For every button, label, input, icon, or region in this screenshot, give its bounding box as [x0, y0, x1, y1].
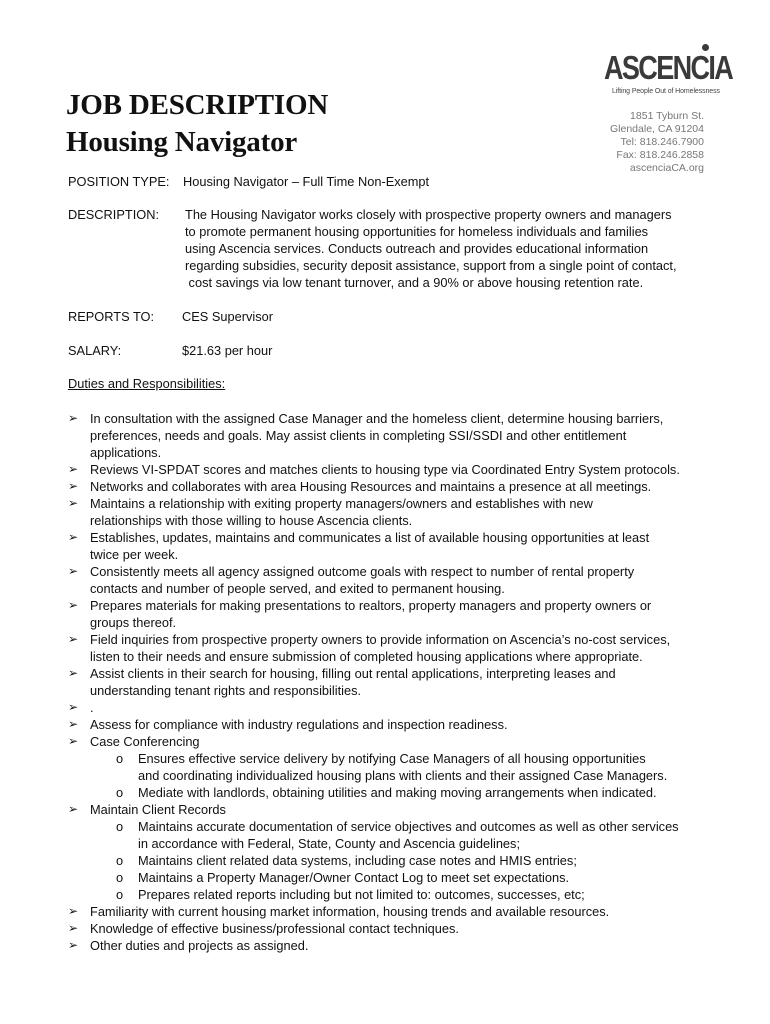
circle-bullet-icon: o: [116, 870, 124, 885]
duty-line: In consultation with the assigned Case Manager and the homeless client, determine housing barriers,: [90, 411, 664, 426]
address-fax: Fax: 818.246.2858: [616, 149, 704, 161]
duty-item: [68, 801, 708, 818]
arrow-bullet-icon: ➢: [68, 717, 79, 731]
circle-bullet-icon: o: [116, 785, 124, 800]
duty-line: Assess for compliance with industry regulations and inspection readiness.: [90, 717, 508, 732]
duty-subline: Maintains client related data systems, including case notes and HMIS entries;: [138, 853, 577, 868]
duty-subline: Prepares related reports including but not limited to: outcomes, successes, etc;: [138, 887, 585, 902]
duty-item: [68, 461, 708, 478]
duty-item: [68, 597, 708, 631]
duty-line: Consistently meets all agency assigned outcome goals with respect to number of rental property: [90, 564, 635, 579]
arrow-bullet-icon: ➢: [68, 921, 79, 935]
duty-subitem: [68, 886, 708, 903]
duty-subitem: [68, 750, 708, 784]
circle-bullet-icon: o: [116, 819, 124, 834]
duty-item: [68, 733, 708, 750]
duty-item: [68, 495, 708, 529]
reports-to-label: REPORTS TO:: [68, 309, 155, 324]
duty-line: applications.: [90, 445, 162, 460]
duty-subline: in accordance with Federal, State, County and Ascencia guidelines;: [138, 836, 521, 851]
duty-subline: Ensures effective service delivery by notifying Case Managers of all housing opportunities: [138, 751, 646, 766]
duty-line: Establishes, updates, maintains and communicates a list of available housing opportunities at least: [90, 530, 650, 545]
arrow-bullet-icon: ➢: [68, 802, 79, 816]
description-label: DESCRIPTION:: [68, 207, 160, 222]
duty-line: Maintain Client Records: [90, 802, 226, 817]
circle-bullet-icon: o: [116, 751, 124, 766]
duty-line: listen to their needs and ensure submission of completed housing applications where appropriate.: [90, 649, 643, 664]
address-phone: Tel: 818.246.7900: [620, 136, 704, 148]
duty-item: [68, 563, 708, 597]
duty-line: Assist clients in their search for housing, filling out rental applications, interpreting leases and: [90, 666, 616, 681]
duty-subitem: [68, 784, 708, 801]
address-block: [610, 110, 704, 175]
duty-line: relationships with those willing to house Ascencia clients.: [90, 513, 413, 528]
logo-wordmark: ASCENCIA: [604, 49, 733, 86]
duty-item: [68, 665, 708, 699]
arrow-bullet-icon: ➢: [68, 700, 79, 714]
duties-list: [68, 410, 708, 954]
address-city: Glendale, CA 91204: [610, 123, 704, 135]
duty-item: [68, 699, 708, 716]
salary-label: SALARY:: [68, 343, 122, 358]
circle-bullet-icon: o: [116, 853, 124, 868]
logo-tagline: Lifting People Out of Homelessness: [612, 88, 720, 95]
duty-line: preferences, needs and goals. May assist clients in completing SSI/SSDI and other entitlement: [90, 428, 627, 443]
duty-subitem: [68, 852, 708, 869]
description-line: cost savings via low tenant turnover, and a 90% or above housing retention rate.: [185, 275, 644, 290]
duty-line: groups thereof.: [90, 615, 177, 630]
arrow-bullet-icon: ➢: [68, 632, 79, 646]
duty-subline: and coordinating individualized housing plans with clients and their assigned Case Managers.: [138, 768, 668, 783]
arrow-bullet-icon: ➢: [68, 904, 79, 918]
description-line: The Housing Navigator works closely with prospective property owners and managers: [185, 207, 672, 222]
duty-item: [68, 478, 708, 495]
duty-item: [68, 716, 708, 733]
duty-subline: Mediate with landlords, obtaining utilities and making moving arrangements when indicated.: [138, 785, 657, 800]
duty-item: [68, 920, 708, 937]
duty-line: Case Conferencing: [90, 734, 200, 749]
duty-line: Maintains a relationship with exiting property managers/owners and establishes with new: [90, 496, 593, 511]
position-type-label: POSITION TYPE:: [68, 174, 170, 189]
duty-line: Other duties and projects as assigned.: [90, 938, 309, 953]
duty-line: Prepares materials for making presentations to realtors, property managers and property owners or: [90, 598, 652, 613]
duty-line: Networks and collaborates with area Housing Resources and maintains a presence at all meetings.: [90, 479, 652, 494]
arrow-bullet-icon: ➢: [68, 462, 79, 476]
duty-line: Familiarity with current housing market information, housing trends and available resources.: [90, 904, 610, 919]
duty-subitem: [68, 818, 708, 852]
circle-bullet-icon: o: [116, 887, 124, 902]
arrow-bullet-icon: ➢: [68, 411, 79, 425]
duty-subitem: [68, 869, 708, 886]
description-text: [185, 206, 710, 291]
ascencia-logo: [598, 40, 738, 102]
address-website: ascenciaCA.org: [629, 162, 704, 174]
duty-line: Knowledge of effective business/professional contact techniques.: [90, 921, 459, 936]
arrow-bullet-icon: ➢: [68, 479, 79, 493]
duty-line: Field inquiries from prospective property owners to provide information on Ascencia’s no-cost services,: [90, 632, 671, 647]
duty-line: Reviews VI-SPDAT scores and matches clients to housing type via Coordinated Entry System protocols.: [90, 462, 680, 477]
arrow-bullet-icon: ➢: [68, 666, 79, 680]
duty-line: .: [90, 700, 94, 715]
arrow-bullet-icon: ➢: [68, 734, 79, 748]
description-line: to promote permanent housing opportunities for homeless individuals and families: [185, 224, 649, 239]
arrow-bullet-icon: ➢: [68, 496, 79, 510]
duty-item: [68, 410, 708, 461]
duty-subline: Maintains accurate documentation of service objectives and outcomes as well as other services: [138, 819, 679, 834]
duty-item: [68, 903, 708, 920]
duty-line: understanding tenant rights and responsibilities.: [90, 683, 362, 698]
address-street: 1851 Tyburn St.: [630, 110, 704, 122]
description-line: using Ascencia services. Conducts outreach and provides educational information: [185, 241, 649, 256]
duty-line: contacts and number of people served, and exited to permanent housing.: [90, 581, 505, 596]
duty-subline: Maintains a Property Manager/Owner Contact Log to meet set expectations.: [138, 870, 570, 885]
arrow-bullet-icon: ➢: [68, 938, 79, 952]
duty-item: [68, 631, 708, 665]
document-title: JOB DESCRIPTION: [66, 89, 329, 121]
arrow-bullet-icon: ➢: [68, 598, 79, 612]
salary-value: $21.63 per hour: [182, 343, 273, 358]
position-type-value: Housing Navigator – Full Time Non-Exempt: [183, 174, 430, 189]
arrow-bullet-icon: ➢: [68, 564, 79, 578]
reports-to-value: CES Supervisor: [182, 309, 274, 324]
arrow-bullet-icon: ➢: [68, 530, 79, 544]
position-title: Housing Navigator: [66, 126, 298, 158]
duty-item: [68, 937, 708, 954]
duty-line: twice per week.: [90, 547, 179, 562]
duty-item: [68, 529, 708, 563]
duties-heading: Duties and Responsibilities:: [68, 376, 226, 391]
description-line: regarding subsidies, security deposit assistance, support from a single point of contact,: [185, 258, 677, 273]
